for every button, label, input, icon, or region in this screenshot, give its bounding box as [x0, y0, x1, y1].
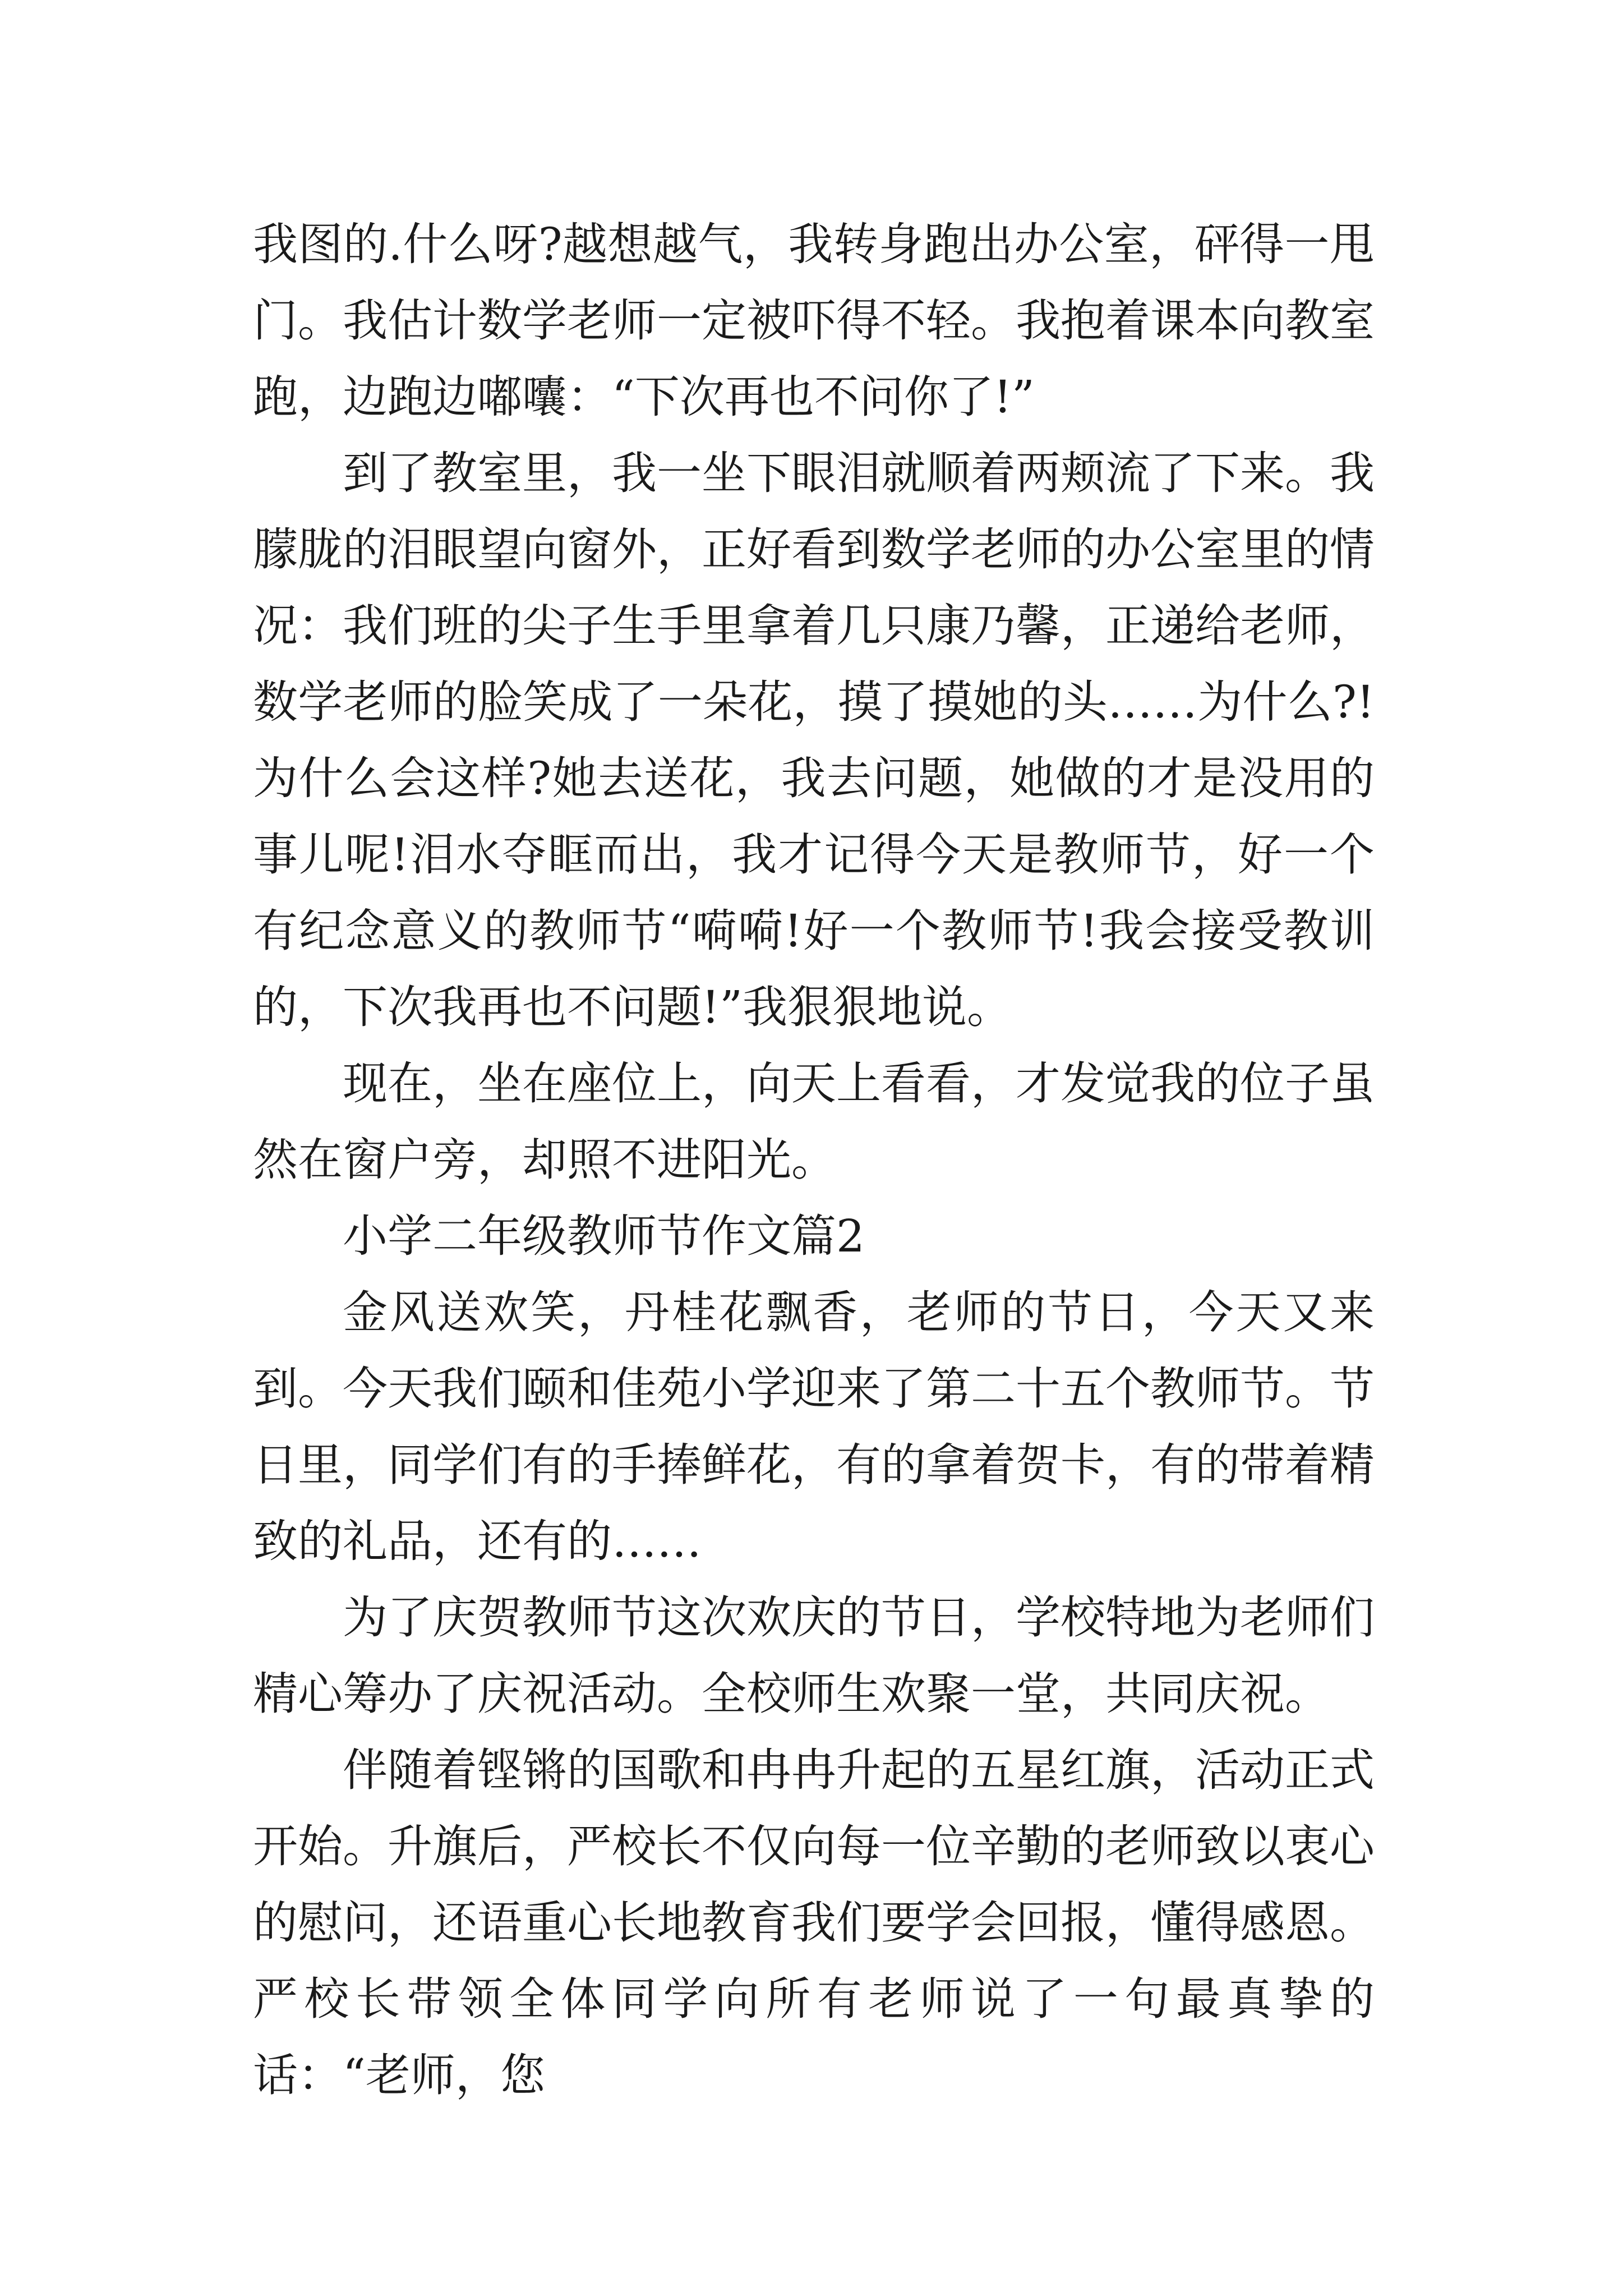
document-body	[253, 206, 1375, 2114]
paragraph: 伴随着铿锵的国歌和冉冉升起的五星红旗，活动正式开始。升旗后，严校长不仅向每一位辛勤的老师致以衷心的慰问，还语重心长地教育我们要学会回报，懂得感恩。严校长带领全体同学向所有老师说了一句最真挚的话：“老师，您	[253, 1744, 1375, 2101]
paragraph: 金风送欢笑，丹桂花飘香，老师的节日，今天又来到。今天我们颐和佳苑小学迎来了第二十五个教师节。节日里，同学们有的手捧鲜花，有的拿着贺卡，有的带着精致的礼品，还有的……	[253, 1286, 1375, 1567]
paragraph: 现在，坐在座位上，向天上看看，才发觉我的位子虽然在窗户旁，却照不进阳光。	[253, 1057, 1375, 1186]
section-title: 小学二年级教师节作文篇2	[343, 1210, 865, 1262]
paragraph: 为了庆贺教师节这次欢庆的节日，学校特地为老师们精心筹办了庆祝活动。全校师生欢聚一堂，共同庆祝。	[253, 1591, 1375, 1720]
paragraph-continued: 我图的.什么呀?越想越气，我转身跑出办公室，砰得一甩门。我估计数学老师一定被吓得不轻。我抱着课本向教室跑，边跑边嘟囔：“下次再也不问你了!”	[253, 218, 1375, 423]
paragraph: 到了教室里，我一坐下眼泪就顺着两颊流了下来。我朦胧的泪眼望向窗外，正好看到数学老师的办公室里的情况：我们班的尖子生手里拿着几只康乃馨，正递给老师，数学老师的脸笑成了一朵花，摸了摸她的头……为什么?!为什么会这样?她去送花，我去问题，她做的才是没用的事儿呢!泪水夺眶而出，我才记得今天是教师节，好一个有纪念意义的教师节“嗬嗬!好一个教师节!我会接受教训的，下次我再也不问题!”我狠狠地说。	[253, 447, 1375, 1033]
